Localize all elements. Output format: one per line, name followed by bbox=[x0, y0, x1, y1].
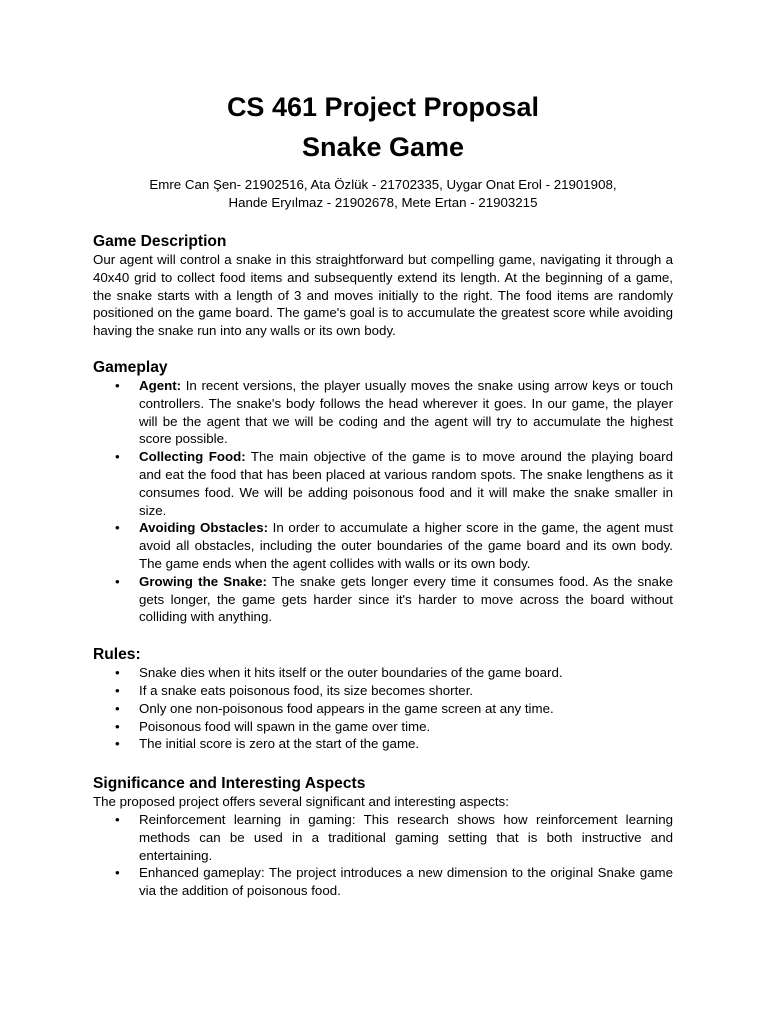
document-title: CS 461 Project Proposal bbox=[226, 92, 540, 122]
rule-item: • Only one non-poisonous food appears in the game screen at any time. bbox=[139, 700, 673, 718]
significance-item: • Reinforcement learning in gaming: This research shows how reinforcement learning methods can be used in a traditional gaming setting that is both instructive and entertaining. bbox=[139, 811, 673, 864]
document-page bbox=[93, 88, 673, 900]
gameplay-text: In order to accumulate a higher score in the game, the agent must avoid all obstacles, including the outer boundaries of the game board and its own body. The game ends when the agent collides with walls or its own body. bbox=[139, 520, 673, 571]
gameplay-term: Growing the Snake: bbox=[139, 573, 267, 589]
gameplay-item-growing-snake bbox=[139, 573, 673, 626]
author-line-2: Hande Eryılmaz - 21902678, Mete Ertan - 21903215 bbox=[228, 195, 538, 210]
significance-heading: Significance and Interesting Aspects bbox=[93, 775, 366, 793]
gameplay-list bbox=[93, 377, 673, 626]
gameplay-item-collecting-food bbox=[139, 448, 673, 519]
gameplay-item-avoiding-obstacles bbox=[139, 519, 673, 572]
rule-item: • If a snake eats poisonous food, its size becomes shorter. bbox=[139, 682, 673, 700]
gameplay-section bbox=[93, 359, 673, 626]
author-line-1: Emre Can Şen- 21902516, Ata Özlük - 21702335, Uygar Onat Erol - 21901908, bbox=[149, 177, 617, 192]
gameplay-term: Avoiding Obstacles: bbox=[139, 520, 269, 536]
rule-item: • Snake dies when it hits itself or the outer boundaries of the game board. bbox=[139, 664, 673, 682]
game-description-section bbox=[93, 233, 673, 340]
rules-heading: Rules: bbox=[93, 646, 141, 664]
gameplay-text: The snake gets longer every time it consumes food. As the snake gets longer, the game gets harder since it's harder to move across the board without colliding with anything. bbox=[139, 573, 673, 625]
significance-intro: The proposed project offers several significant and interesting aspects: bbox=[93, 794, 509, 810]
gameplay-text: The main objective of the game is to move around the playing board and eat the food that has been placed at various random spots. The snake lengthens as it consumes food. We will be adding poisonous food and it will make the snake smaller in size. bbox=[139, 449, 673, 518]
significance-list bbox=[93, 811, 673, 900]
game-description-text: Our agent will control a snake in this straightforward but compelling game, navigating it through a 40x40 grid to collect food items and subsequently extend its length. At the beginning of a game, the snake starts with a length of 3 and moves initially to the right. The food items are randomly positioned on the game board. The game's goal is to accumulate the greatest score while avoiding having the snake run into any walls or its own body. bbox=[93, 252, 673, 339]
gameplay-heading: Gameplay bbox=[93, 358, 168, 376]
document-subtitle: Snake Game bbox=[301, 132, 465, 162]
gameplay-term: Collecting Food: bbox=[139, 449, 246, 465]
author-list bbox=[93, 176, 673, 212]
rule-item: • The initial score is zero at the start of the game. bbox=[139, 735, 673, 753]
significance-section bbox=[93, 775, 673, 900]
gameplay-item-agent bbox=[139, 377, 673, 448]
rules-section bbox=[93, 646, 673, 753]
rules-list bbox=[93, 664, 673, 753]
game-description-heading: Game Description bbox=[93, 233, 227, 250]
rule-item: • Poisonous food will spawn in the game over time. bbox=[139, 718, 673, 736]
gameplay-term: Agent: bbox=[139, 377, 182, 393]
gameplay-text: In recent versions, the player usually moves the snake using arrow keys or touch controllers. The snake's body follows the head wherever it goes. In our game, the player will be the agent that we will be coding and the agent will try to accumulate the highest score possible. bbox=[139, 377, 673, 447]
significance-item: • Enhanced gameplay: The project introduces a new dimension to the original Snake game via the addition of poisonous food. bbox=[139, 864, 673, 900]
